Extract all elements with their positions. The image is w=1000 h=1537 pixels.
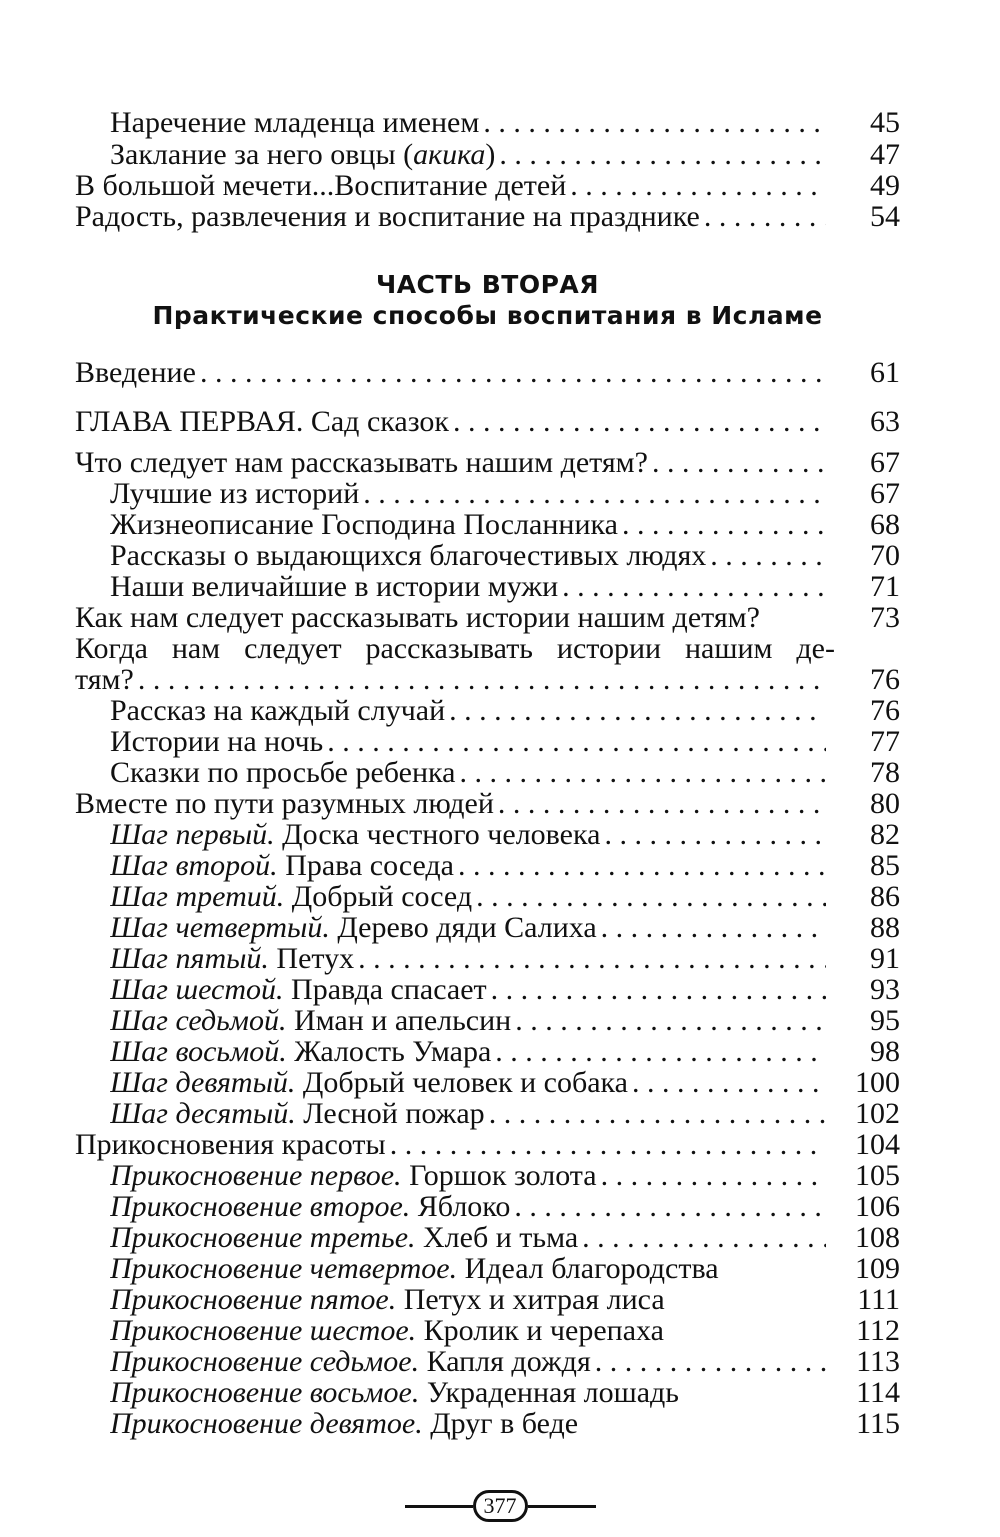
entry-title: Истории на ночь bbox=[110, 725, 324, 758]
toc-entry-touch[interactable] bbox=[110, 1345, 900, 1379]
leader-dots bbox=[498, 787, 826, 821]
page-number: 47 bbox=[870, 138, 900, 171]
page-number: 115 bbox=[856, 1407, 900, 1440]
leader-dots bbox=[604, 818, 826, 852]
page-number: 86 bbox=[870, 880, 900, 913]
entry-title: Прикосновение четвертое. Идеал благородства bbox=[110, 1252, 719, 1285]
entry-title: Введение bbox=[75, 356, 196, 389]
leader-dots bbox=[458, 849, 826, 883]
page-number: 77 bbox=[870, 725, 900, 758]
entry-title: ГЛАВА ПЕРВАЯ. Сад сказок bbox=[75, 405, 449, 438]
footer-page-number: 377 bbox=[473, 1490, 528, 1522]
leader-dots bbox=[622, 508, 826, 542]
page-number: 68 bbox=[870, 508, 900, 541]
page-number: 71 bbox=[870, 570, 900, 603]
entry-title: Шаг второй. Права соседа bbox=[110, 849, 454, 882]
leader-dots bbox=[652, 446, 826, 480]
entry-title: Прикосновение первое. Горшок золота bbox=[110, 1159, 597, 1192]
leader-dots bbox=[601, 911, 826, 945]
leader-dots bbox=[495, 1035, 826, 1069]
entry-title: Шаг седьмой. Иман и апельсин bbox=[110, 1004, 512, 1037]
toc-entry-step[interactable] bbox=[110, 880, 900, 914]
page-number: 114 bbox=[856, 1376, 900, 1409]
toc-entry[interactable] bbox=[110, 138, 900, 172]
toc-entry[interactable] bbox=[110, 539, 900, 573]
page-number: 45 bbox=[870, 106, 900, 139]
page-number: 98 bbox=[870, 1035, 900, 1068]
entry-title: Шаг третий. Добрый сосед bbox=[110, 880, 473, 913]
toc-entry-step[interactable] bbox=[110, 849, 900, 883]
part-title: ЧАСТЬ ВТОРАЯ bbox=[376, 270, 599, 299]
entry-title: Прикосновение девятое. Друг в беде bbox=[110, 1407, 579, 1440]
page-number: 113 bbox=[856, 1345, 900, 1378]
footer-rule-left bbox=[405, 1505, 473, 1508]
toc-entry-touch[interactable] bbox=[110, 1159, 900, 1193]
page-number: 111 bbox=[857, 1283, 900, 1316]
entry-title: Шаг девятый. Добрый человек и собака bbox=[110, 1066, 628, 1099]
page-number: 95 bbox=[870, 1004, 900, 1037]
toc-entry-step[interactable] bbox=[110, 911, 900, 945]
entry-title: Как нам следует рассказывать истории нашим детям? bbox=[75, 601, 760, 634]
toc-entry-step[interactable] bbox=[110, 1004, 900, 1038]
entry-title: Шаг десятый. Лесной пожар bbox=[110, 1097, 485, 1130]
entry-title: Шаг первый. Доска честного человека bbox=[110, 818, 601, 851]
page-number: 67 bbox=[870, 446, 900, 479]
page-number: 105 bbox=[855, 1159, 900, 1192]
toc-entry[interactable] bbox=[110, 508, 900, 542]
entry-title: В большой мечети...Воспитание детей bbox=[75, 169, 567, 202]
page-number: 54 bbox=[870, 200, 900, 233]
leader-dots bbox=[363, 477, 826, 511]
entry-title: Прикосновение шестое. Кролик и черепаха bbox=[110, 1314, 664, 1347]
page-number: 73 bbox=[870, 601, 900, 634]
entry-title: Рассказы о выдающихся благочестивых людях bbox=[110, 539, 707, 572]
toc-entry[interactable] bbox=[110, 694, 900, 728]
toc-entry[interactable] bbox=[110, 725, 900, 759]
leader-dots bbox=[489, 1097, 826, 1131]
page-number: 80 bbox=[870, 787, 900, 820]
page-number: 112 bbox=[856, 1314, 900, 1347]
toc-entry[interactable] bbox=[75, 663, 900, 697]
entry-title: Шаг четвертый. Дерево дяди Салиха bbox=[110, 911, 597, 944]
entry-title: Что следует нам рассказывать нашим детям? bbox=[75, 446, 648, 479]
leader-dots bbox=[515, 1004, 826, 1038]
page-number: 78 bbox=[870, 756, 900, 789]
toc-entry[interactable] bbox=[110, 477, 900, 511]
toc-entry-step[interactable] bbox=[110, 942, 900, 976]
leader-dots bbox=[570, 169, 826, 203]
entry-title: Прикосновение восьмое. Украденная лошадь bbox=[110, 1376, 679, 1409]
leader-dots bbox=[138, 663, 826, 697]
toc-entry-step[interactable] bbox=[110, 818, 900, 852]
leader-dots bbox=[582, 1221, 826, 1255]
page-number: 85 bbox=[870, 849, 900, 882]
toc-entry[interactable] bbox=[75, 1128, 900, 1162]
page-number: 109 bbox=[855, 1252, 900, 1285]
toc-entry[interactable] bbox=[110, 756, 900, 790]
page-number: 88 bbox=[870, 911, 900, 944]
toc-entry-touch[interactable] bbox=[110, 1407, 900, 1441]
toc-entry-touch[interactable] bbox=[110, 1252, 900, 1286]
leader-dots bbox=[704, 200, 826, 234]
page-number: 49 bbox=[870, 169, 900, 202]
page-number: 63 bbox=[870, 405, 900, 438]
entry-title: Вместе по пути разумных людей bbox=[75, 787, 494, 820]
entry-title: Прикосновение пятое. Петух и хитрая лиса bbox=[110, 1283, 665, 1316]
toc-entry[interactable] bbox=[75, 169, 900, 203]
toc-entry-intro[interactable] bbox=[75, 356, 900, 390]
toc-entry[interactable] bbox=[75, 601, 900, 635]
entry-title: Жизнеописание Господина Посланника bbox=[110, 508, 618, 541]
toc-entry[interactable] bbox=[75, 446, 900, 480]
toc-entry-touch[interactable] bbox=[110, 1190, 900, 1224]
entry-title: Прикосновение второе. Яблоко bbox=[110, 1190, 511, 1223]
entry-title: Прикосновение третье. Хлеб и тьма bbox=[110, 1221, 579, 1254]
page-number: 93 bbox=[870, 973, 900, 1006]
leader-dots bbox=[327, 725, 826, 759]
page-number: 91 bbox=[870, 942, 900, 975]
entry-title: Наречение младенца именем bbox=[110, 106, 480, 139]
entry-title: Прикосновение седьмое. Капля дождя bbox=[110, 1345, 591, 1378]
leader-dots bbox=[499, 138, 826, 172]
leader-dots bbox=[562, 570, 826, 604]
entry-title: Радость, развлечения и воспитание на празднике bbox=[75, 200, 700, 233]
toc-entry-touch[interactable] bbox=[110, 1283, 900, 1317]
toc-entry-touch[interactable] bbox=[110, 1376, 900, 1410]
toc-entry-step[interactable] bbox=[110, 973, 900, 1007]
toc-entry-chapter[interactable] bbox=[75, 405, 900, 439]
page-number: 76 bbox=[870, 694, 900, 727]
page-footer bbox=[0, 1488, 1000, 1524]
page-number: 61 bbox=[870, 356, 900, 389]
page-number: 106 bbox=[855, 1190, 900, 1223]
entry-title-line1[interactable]: Когда нам следует рассказывать истории нашим де- bbox=[75, 632, 835, 665]
leader-dots bbox=[390, 1128, 826, 1162]
leader-dots bbox=[483, 106, 826, 140]
page-number: 102 bbox=[855, 1097, 900, 1130]
toc-entry[interactable] bbox=[110, 570, 900, 604]
page-number: 100 bbox=[855, 1066, 900, 1099]
toc-entry[interactable] bbox=[110, 106, 900, 140]
page-number: 70 bbox=[870, 539, 900, 572]
leader-dots bbox=[632, 1066, 826, 1100]
leader-dots bbox=[459, 756, 826, 790]
leader-dots bbox=[491, 973, 826, 1007]
entry-title: Шаг шестой. Правда спасает bbox=[110, 973, 487, 1006]
leader-dots bbox=[453, 405, 826, 439]
page-number: 104 bbox=[855, 1128, 900, 1161]
leader-dots bbox=[358, 942, 826, 976]
entry-title: Рассказ на каждый случай bbox=[110, 694, 446, 727]
toc-entry-step[interactable] bbox=[110, 1066, 900, 1100]
leader-dots bbox=[449, 694, 826, 728]
leader-dots bbox=[514, 1190, 826, 1224]
page-number: 82 bbox=[870, 818, 900, 851]
leader-dots bbox=[200, 356, 826, 390]
part-subtitle: Практические способы воспитания в Исламе bbox=[152, 301, 823, 330]
entry-title: Сказки по просьбе ребенка bbox=[110, 756, 456, 789]
leader-dots bbox=[595, 1345, 826, 1379]
toc-entry-step[interactable] bbox=[110, 1097, 900, 1131]
entry-title: Прикосновения красоты bbox=[75, 1128, 386, 1161]
page-number: 108 bbox=[855, 1221, 900, 1254]
leader-dots bbox=[710, 539, 826, 573]
toc-entry-step[interactable] bbox=[110, 1035, 900, 1069]
page-number: 67 bbox=[870, 477, 900, 510]
entry-title-line2: тям? bbox=[75, 663, 134, 696]
footer-rule-right bbox=[528, 1505, 596, 1508]
leader-dots bbox=[601, 1159, 826, 1193]
page-number: 76 bbox=[870, 663, 900, 696]
toc-entry-touch[interactable] bbox=[110, 1314, 900, 1348]
entry-title: Лучшие из историй bbox=[110, 477, 360, 510]
entry-title: Заклание за него овцы (акика) bbox=[110, 138, 496, 171]
toc-entry[interactable] bbox=[75, 787, 900, 821]
entry-title: Наши величайшие в истории мужи bbox=[110, 570, 559, 603]
toc-entry-touch[interactable] bbox=[110, 1221, 900, 1255]
toc-entry[interactable] bbox=[75, 200, 900, 234]
entry-title: Шаг восьмой. Жалость Умара bbox=[110, 1035, 492, 1068]
entry-title: Шаг пятый. Петух bbox=[110, 942, 355, 975]
leader-dots bbox=[476, 880, 826, 914]
